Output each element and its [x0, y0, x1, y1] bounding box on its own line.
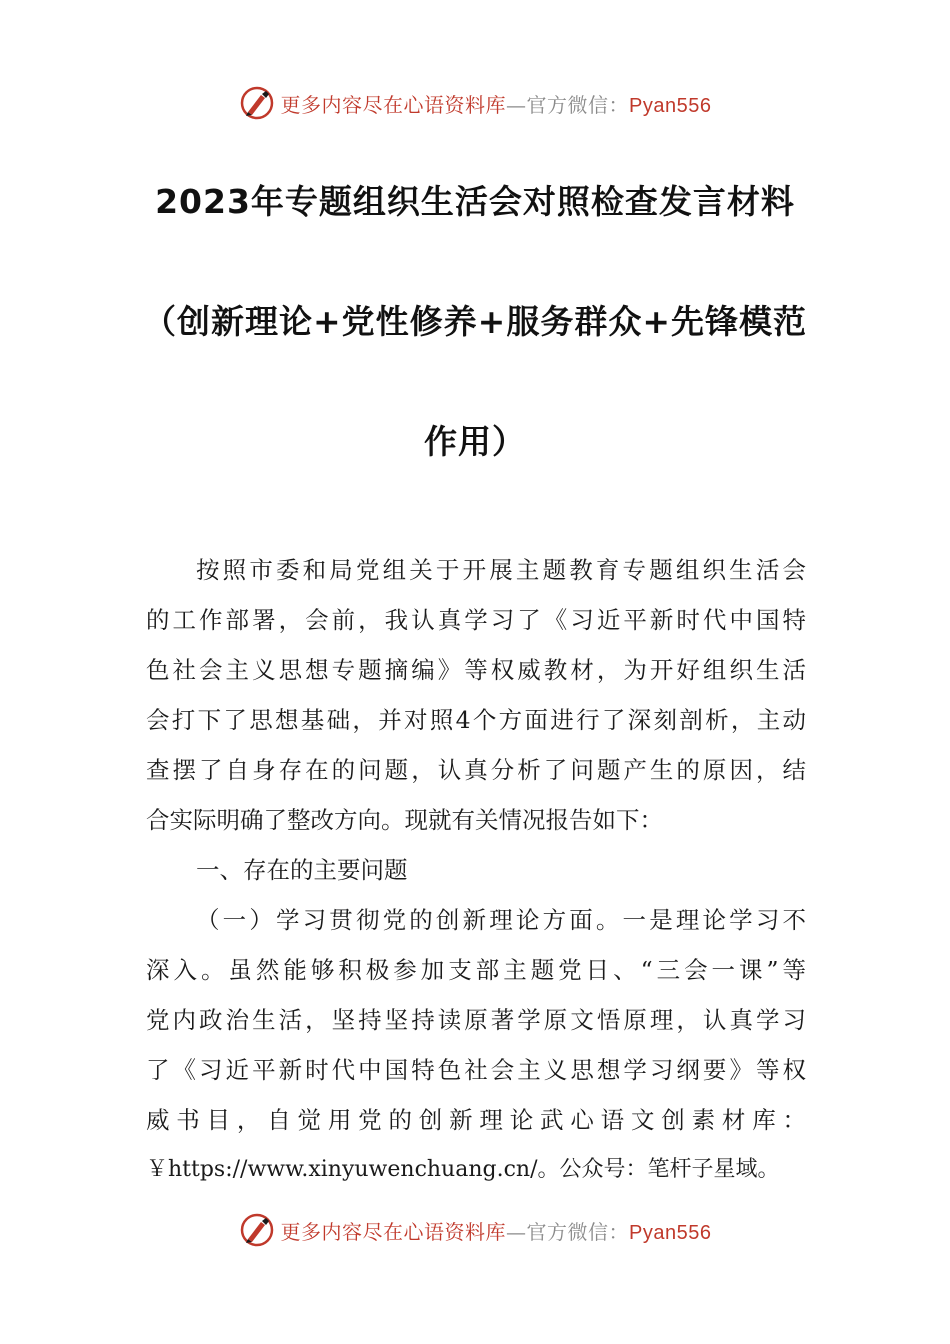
paragraph-line: （一）学习贯彻党的创新理论方面。一是理论学习不 — [196, 906, 806, 934]
paragraph-line: ￥https://www.xinyuwenchuang.cn/。公众号：笔杆子星域。 — [146, 1157, 780, 1182]
watermark-footer — [0, 1210, 950, 1250]
paragraph-line: 了《习近平新时代中国特色社会主义思想学习纲要》等权 — [146, 1056, 806, 1084]
paragraph-line: 按照市委和局党组关于开展主题教育专题组织生活会 — [196, 556, 806, 584]
paragraph-line: 会打下了思想基础，并对照4个方面进行了深刻剖析，主动 — [146, 706, 806, 734]
paragraph-line: 的工作部署，会前，我认真学习了《习近平新时代中国特 — [146, 606, 806, 634]
document-title-line-1: 2023年专题组织生活会对照检查发言材料 — [155, 182, 795, 221]
watermark-header — [0, 83, 950, 123]
paragraph-line: 威书目，自觉用党的创新理论武心语文创素材库： — [146, 1106, 806, 1134]
paragraph-line: 深入。虽然能够积极参加支部主题党日、“三会一课”等 — [146, 956, 806, 984]
section-heading: 一、存在的主要问题 — [196, 856, 408, 884]
paragraph-line: 党内政治生活，坚持坚持读原著学原文悟原理，认真学习 — [146, 1006, 806, 1034]
document-title-line-3: 作用） — [424, 422, 526, 461]
paragraph-line: 色社会主义思想专题摘编》等权威教材，为开好组织生活 — [146, 656, 806, 684]
watermark-text: 更多内容尽在心语资料库—官方微信：Pyan556 — [280, 92, 712, 117]
document-title-line-2: （创新理论+党性修养+服务群众+先锋模范 — [143, 302, 807, 341]
paragraph-line: 查摆了自身存在的问题，认真分析了问题产生的原因，结 — [146, 756, 806, 784]
pen-logo-icon — [239, 85, 275, 121]
pen-logo-icon — [239, 1212, 275, 1248]
watermark-text: 更多内容尽在心语资料库—官方微信：Pyan556 — [280, 1219, 712, 1244]
paragraph-line: 合实际明确了整改方向。现就有关情况报告如下： — [146, 806, 663, 834]
